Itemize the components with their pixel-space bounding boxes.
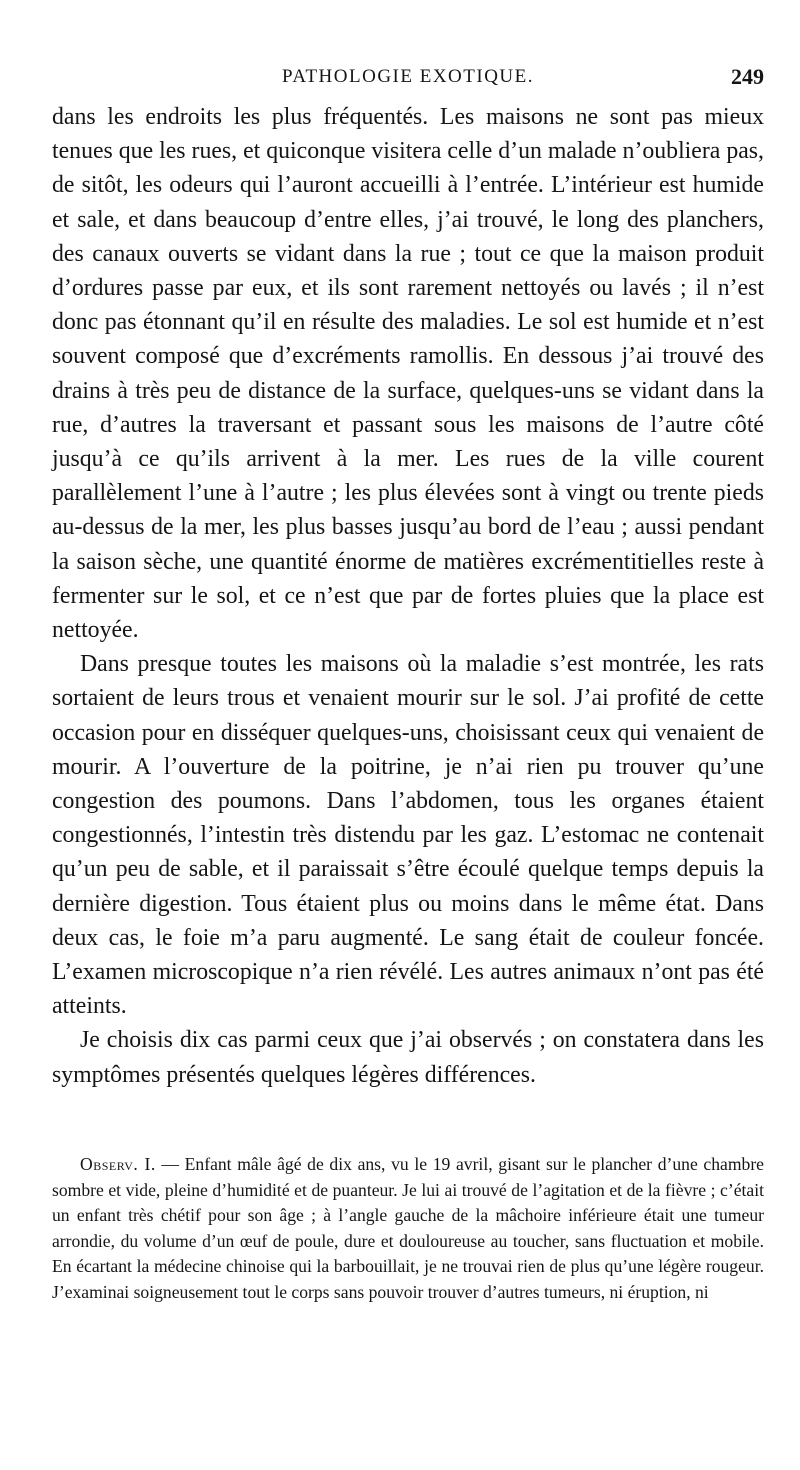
paragraph-rats: Dans presque toutes les maisons où la maladie s’est montrée, les rats sortaient de leurs trous et venaient mourir sur le sol. J’ai profité de cette occasion pour en disséquer quelques-uns, choisissant ceux qui venaient de mourir. A l’ouverture de la poitrine, je n’ai rien pu trouver qu’une congestion des poumons. Dans l’abdomen, tous les organes étaient congestionnés, l’intestin très distendu par les gaz. L’estomac ne contenait qu’un peu de sable, et il paraissait s’être écoulé quelque temps depuis la dernière digestion. Tous étaient plus ou moins dans le même état. Dans deux cas, le foie m’a paru augmenté. Le sang était de couleur foncée. L’examen microscopique n’a rien révélé. Les autres animaux n’ont pas été atteints. — [52, 651, 764, 1020]
observation-paragraph — [52, 1152, 764, 1305]
running-title: PATHOLOGIE EXOTIQUE. — [282, 66, 534, 87]
observation-block — [52, 1152, 764, 1305]
observation-text: — Enfant mâle âgé de dix ans, vu le 19 avril, gisant sur le plancher d’une chambre sombre et vide, pleine d’humidité et de puanteur. Je lui ai trouvé de l’agitation et de la fièvre ; c’était un enfant très chétif pour son âge ; à l’angle gauche de la mâchoire inférieure était une tumeur arrondie, du volume d’un œuf de poule, dure et douloureuse au toucher, sans fluctuation et mobile. En écartant la médecine chinoise qui la barbouillait, je ne trouvai rien de plus qu’une légère rougeur. J’examinai soigneusement tout le corps sans pouvoir trouver d’autres tumeurs, ni éruption, ni — [52, 1154, 764, 1302]
page-number: 249 — [731, 64, 764, 89]
paragraph-cases: Je choisis dix cas parmi ceux que j’ai observés ; on constatera dans les symptômes présentés quelques légères différences. — [52, 1027, 764, 1088]
body-text — [52, 100, 764, 1092]
page-header — [52, 62, 764, 92]
observation-label: Observ. I. — [80, 1154, 156, 1174]
paragraph-continued: dans les endroits les plus fréquentés. Les maisons ne sont pas mieux tenues que les rues, et quiconque visitera celle d’un malade n’oubliera pas, de sitôt, les odeurs qui l’auront accueilli à l’entrée. L’intérieur est humide et sale, et dans beaucoup d’entre elles, j’ai trouvé, le long des planchers, des canaux ouverts se vidant dans la rue ; tout ce que la maison produit d’ordures passe par eux, et ils sont rarement nettoyés ou lavés ; il n’est donc pas étonnant qu’il en résulte des maladies. Le sol est humide et n’est souvent composé que d’excréments ramollis. En dessous j’ai trouvé des drains à très peu de distance de la surface, quelques-uns se vidant dans la rue, d’autres la traversant et passant sous les maisons de l’autre côté jusqu’à ce qu’ils arrivent à la mer. Les rues de la ville courent parallèlement l’une à l’autre ; les plus élevées sont à vingt ou trente pieds au-dessus de la mer, les plus basses jusqu’au bord de l’eau ; aussi pendant la saison sèche, une quantité énorme de matières excrémentitielles reste à fermenter sur le sol, et ce n’est que par de fortes pluies que la place est nettoyée. — [52, 104, 764, 644]
